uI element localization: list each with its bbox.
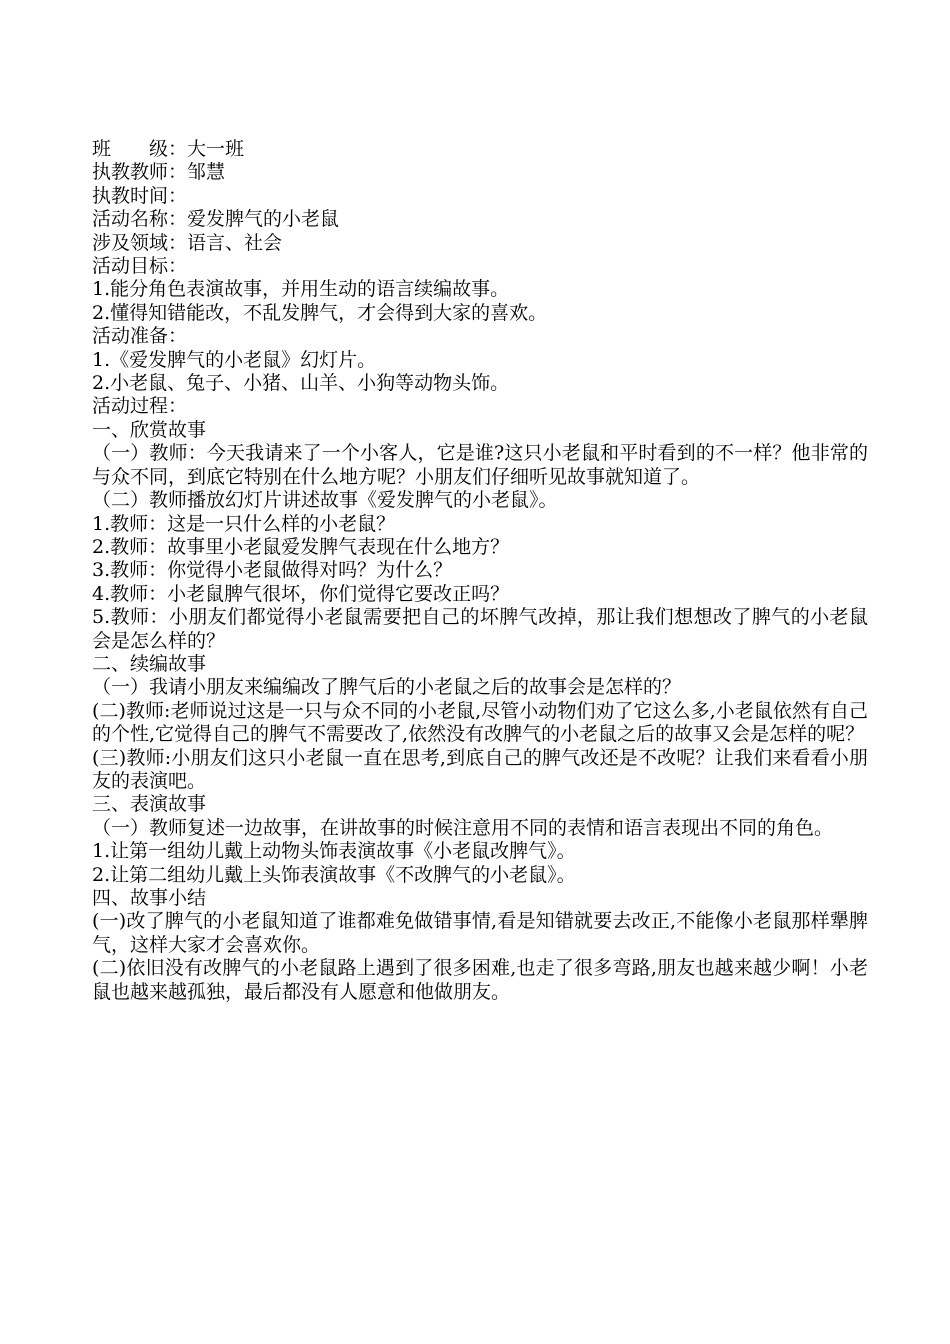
preparation-heading: 活动准备：: [92, 325, 188, 348]
goal-item-1: 1.能分角色表演故事，并用生动的语言续编故事。: [92, 278, 510, 301]
section-2-paragraph-1: （一）我请小朋友来编编改了脾气后的小老鼠之后的故事会是怎样的？: [92, 676, 682, 699]
section-3-paragraph-3: 2.让第二组幼儿戴上头饰表演故事《不改脾气的小老鼠》。: [92, 863, 576, 886]
section-3-paragraph-2: 1.让第一组幼儿戴上动物头饰表演故事《小老鼠改脾气》。: [92, 840, 576, 863]
activity-name-line: 活动名称：爱发脾气的小老鼠: [92, 208, 340, 231]
section-1-question-2: 2.教师：故事里小老鼠爱发脾气表现在什么地方？: [92, 535, 510, 558]
goals-heading: 活动目标：: [92, 255, 188, 278]
time-line: 执教时间：: [92, 184, 188, 207]
lesson-plan-document: [92, 138, 868, 1004]
section-1-question-5: 5.教师：小朋友们都觉得小老鼠需要把自己的坏脾气改掉，那让我们想想改了脾气的小老鼠会是怎么样的？: [92, 606, 868, 652]
section-1-paragraph-2: （二）教师播放幻灯片讲述故事《爱发脾气的小老鼠》。: [92, 489, 558, 512]
domain-line: 涉及领域：语言、社会: [92, 231, 283, 254]
section-2-paragraph-2: (二)教师:老师说过这是一只与众不同的小老鼠,尽管小动物们劝了它这么多,小老鼠依然有自己的个性,它觉得自己的脾气不需要改了,依然没有改脾气的小老鼠之后的故事又会是怎样的呢？: [92, 699, 868, 746]
section-1-paragraph-1: （一）教师：今天我请来了一个小客人，它是谁?这只小老鼠和平时看到的不一样？他非常的与众不同，到底它特别在什么地方呢？小朋友们仔细听见故事就知道了。: [92, 442, 868, 488]
process-heading: 活动过程：: [92, 395, 188, 418]
section-1-question-4: 4.教师：小老鼠脾气很坏，你们觉得它要改正吗？: [92, 582, 510, 605]
goal-item-2: 2.懂得知错能改，不乱发脾气，才会得到大家的喜欢。: [92, 301, 548, 324]
section-2-title: 二、续编故事: [92, 652, 207, 675]
section-1-question-1: 1.教师：这是一只什么样的小老鼠？: [92, 512, 396, 535]
section-3-paragraph-1: （一）教师复述一边故事，在讲故事的时候注意用不同的表情和语言表现出不同的角色。: [92, 816, 834, 839]
preparation-item-1: 1.《爱发脾气的小老鼠》幻灯片。: [92, 348, 377, 371]
section-4-title: 四、故事小结: [92, 887, 207, 909]
section-4-paragraph-2: (二)依旧没有改脾气的小老鼠路上遇到了很多困难,也走了很多弯路,朋友也越来越少啊！小老鼠也越来越孤独，最后都没有人愿意和他做朋友。: [92, 957, 868, 1003]
section-1-question-3: 3.教师：你觉得小老鼠做得对吗？为什么？: [92, 559, 453, 582]
section-1-title: 一、欣赏故事: [92, 418, 207, 441]
class-line: 班 级：大一班: [92, 138, 245, 160]
preparation-item-2: 2.小老鼠、兔子、小猪、山羊、小狗等动物头饰。: [92, 372, 510, 395]
section-3-title: 三、表演故事: [92, 793, 207, 816]
teacher-line: 执教教师：邹慧: [92, 161, 226, 184]
section-2-paragraph-3: (三)教师:小朋友们这只小老鼠一直在思考,到底自己的脾气改还是不改呢？让我们来看看小朋友的表演吧。: [92, 746, 868, 792]
section-4-paragraph-1: (一)改了脾气的小老鼠知道了谁都难免做错事情,看是知错就要去改正,不能像小老鼠那样犟脾气，这样大家才会喜欢你。: [92, 910, 868, 956]
